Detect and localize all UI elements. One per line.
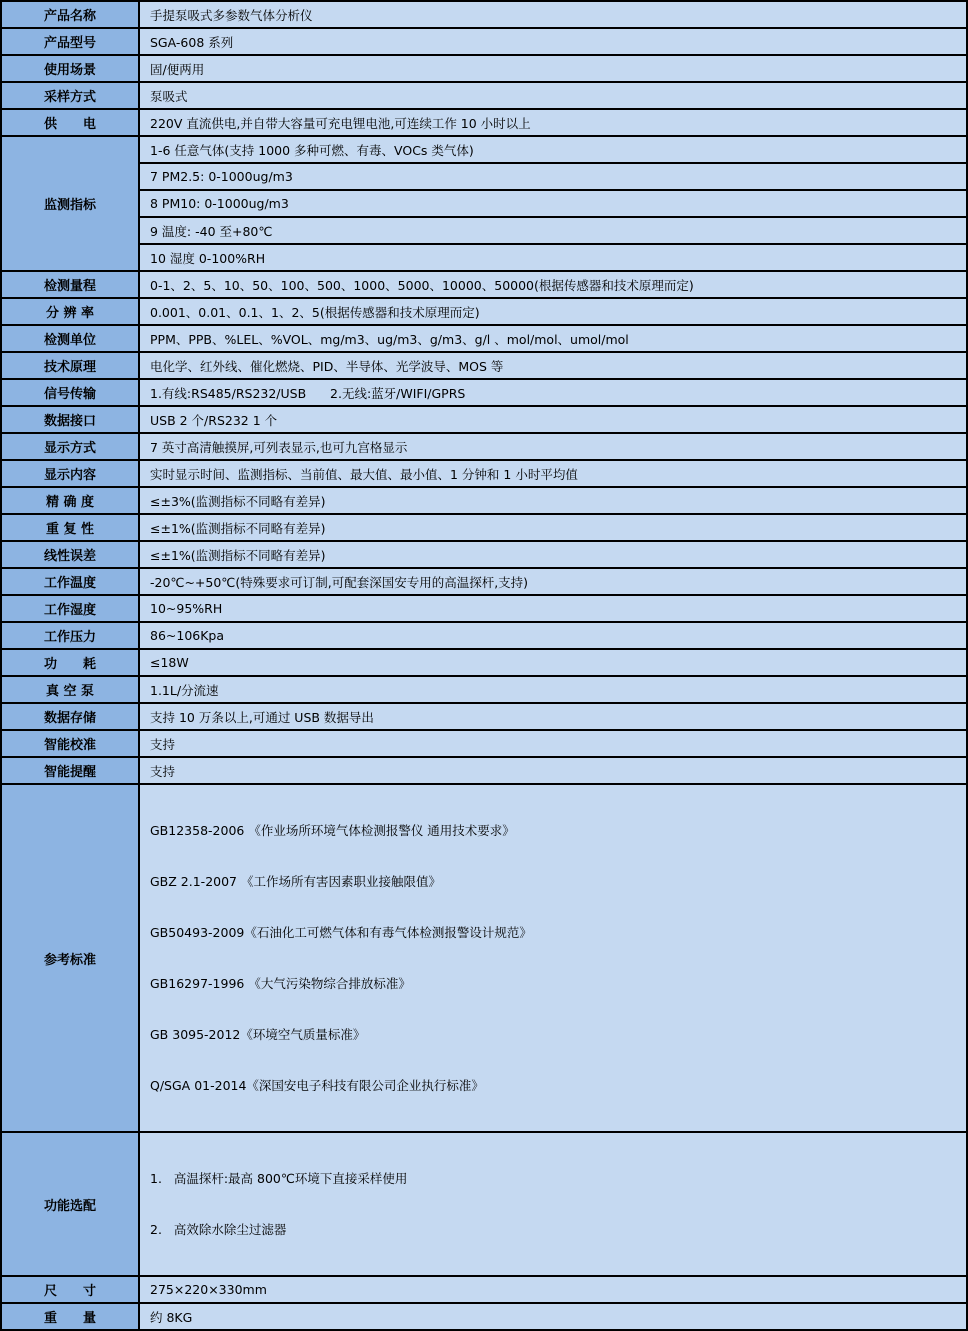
table-row [1, 244, 967, 271]
table-row [1, 703, 967, 730]
row-label: 功 耗 [1, 649, 139, 676]
row-value: 1-6 任意气体(支持 1000 多种可燃、有毒、VOCs 类气体) [139, 136, 967, 163]
row-label: 工作湿度 [1, 595, 139, 622]
table-row [1, 55, 967, 82]
table-row [1, 730, 967, 757]
table-row [1, 352, 967, 379]
row-value: 275×220×330mm [139, 1276, 967, 1303]
table-row [1, 271, 967, 298]
row-value: 电化学、红外线、催化燃烧、PID、半导体、光学波导、MOS 等 [139, 352, 967, 379]
row-label: 参考标准 [1, 784, 139, 1132]
row-value: 支持 [139, 757, 967, 784]
row-label: 尺 寸 [1, 1276, 139, 1303]
row-label: 数据接口 [1, 406, 139, 433]
table-row [1, 406, 967, 433]
row-value: USB 2 个/RS232 1 个 [139, 406, 967, 433]
row-label: 功能选配 [1, 1132, 139, 1276]
table-row [1, 568, 967, 595]
row-value: 10~95%RH [139, 595, 967, 622]
standard-line: GB50493-2009《石油化工可燃气体和有毒气体检测报警设计规范》 [150, 925, 532, 940]
row-value: 约 8KG [139, 1303, 967, 1330]
row-value: 86~106Kpa [139, 622, 967, 649]
row-value: ≤±3%(监测指标不同略有差异) [139, 487, 967, 514]
row-label: 智能提醒 [1, 757, 139, 784]
table-row [1, 325, 967, 352]
row-label: 工作压力 [1, 622, 139, 649]
row-label: 智能校准 [1, 730, 139, 757]
row-value: -20℃~+50℃(特殊要求可订制,可配套深国安专用的高温探杆,支持) [139, 568, 967, 595]
row-value: 220V 直流供电,并自带大容量可充电锂电池,可连续工作 10 小时以上 [139, 109, 967, 136]
table-row [1, 541, 967, 568]
row-value: 10 湿度 0-100%RH [139, 244, 967, 271]
row-label: 信号传输 [1, 379, 139, 406]
row-label: 分 辨 率 [1, 298, 139, 325]
row-value: 泵吸式 [139, 82, 967, 109]
row-label: 检测单位 [1, 325, 139, 352]
table-row [1, 1, 967, 28]
row-value: ≤18W [139, 649, 967, 676]
table-row [1, 163, 967, 190]
table-row [1, 649, 967, 676]
table-row [1, 298, 967, 325]
row-label: 线性误差 [1, 541, 139, 568]
row-value: 1.1L/分流速 [139, 676, 967, 703]
table-row [1, 1132, 967, 1276]
table-row [1, 487, 967, 514]
row-label: 使用场景 [1, 55, 139, 82]
row-value: 8 PM10: 0-1000ug/m3 [139, 190, 967, 217]
row-label: 技术原理 [1, 352, 139, 379]
table-row [1, 28, 967, 55]
row-label: 供 电 [1, 109, 139, 136]
standard-line: GBZ 2.1-2007 《工作场所有害因素职业接触限值》 [150, 874, 441, 889]
row-value: 固/便两用 [139, 55, 967, 82]
row-value [139, 1132, 967, 1276]
standard-line: Q/SGA 01-2014《深国安电子科技有限公司企业执行标准》 [150, 1078, 484, 1093]
row-value: 7 PM2.5: 0-1000ug/m3 [139, 163, 967, 190]
table-row [1, 1303, 967, 1330]
row-label: 检测量程 [1, 271, 139, 298]
table-row [1, 190, 967, 217]
row-value: 0-1、2、5、10、50、100、500、1000、5000、10000、50000(根据传感器和技术原理而定) [139, 271, 967, 298]
table-row [1, 784, 967, 1132]
row-value: 手提泵吸式多参数气体分析仪 [139, 1, 967, 28]
row-value: ≤±1%(监测指标不同略有差异) [139, 541, 967, 568]
table-row [1, 433, 967, 460]
row-label: 精 确 度 [1, 487, 139, 514]
row-value: 支持 10 万条以上,可通过 USB 数据导出 [139, 703, 967, 730]
row-label: 监测指标 [1, 136, 139, 271]
row-label: 重 复 性 [1, 514, 139, 541]
table-row [1, 514, 967, 541]
standard-line: GB16297-1996 《大气污染物综合排放标准》 [150, 976, 411, 991]
standard-line: GB12358-2006 《作业场所环境气体检测报警仪 通用技术要求》 [150, 823, 515, 838]
row-label: 产品名称 [1, 1, 139, 28]
table-row [1, 217, 967, 244]
row-value: PPM、PPB、%LEL、%VOL、mg/m3、ug/m3、g/m3、g/l 、mol/mol、umol/mol [139, 325, 967, 352]
row-label: 真 空 泵 [1, 676, 139, 703]
row-label: 重 量 [1, 1303, 139, 1330]
table-row [1, 379, 967, 406]
row-label: 显示内容 [1, 460, 139, 487]
row-value [139, 784, 967, 1132]
option-line: 2. 高效除水除尘过滤器 [150, 1222, 287, 1237]
table-row [1, 460, 967, 487]
row-value: 7 英寸高清触摸屏,可列表显示,也可九宫格显示 [139, 433, 967, 460]
row-value: 实时显示时间、监测指标、当前值、最大值、最小值、1 分钟和 1 小时平均值 [139, 460, 967, 487]
option-line: 1. 高温探杆:最高 800℃环境下直接采样使用 [150, 1171, 408, 1186]
row-value: 0.001、0.01、0.1、1、2、5(根据传感器和技术原理而定) [139, 298, 967, 325]
row-value: ≤±1%(监测指标不同略有差异) [139, 514, 967, 541]
table-row [1, 676, 967, 703]
row-value: 1.有线:RS485/RS232/USB 2.无线:蓝牙/WIFI/GPRS [139, 379, 967, 406]
table-row [1, 136, 967, 163]
row-label: 数据存储 [1, 703, 139, 730]
row-label: 产品型号 [1, 28, 139, 55]
row-value: 支持 [139, 730, 967, 757]
table-row [1, 1276, 967, 1303]
table-row [1, 595, 967, 622]
table-row [1, 622, 967, 649]
row-value: 9 温度: -40 至+80℃ [139, 217, 967, 244]
table-row [1, 757, 967, 784]
table-row [1, 82, 967, 109]
row-label: 显示方式 [1, 433, 139, 460]
row-label: 采样方式 [1, 82, 139, 109]
row-value: SGA-608 系列 [139, 28, 967, 55]
row-label: 工作温度 [1, 568, 139, 595]
table-row [1, 109, 967, 136]
standard-line: GB 3095-2012《环境空气质量标准》 [150, 1027, 366, 1042]
